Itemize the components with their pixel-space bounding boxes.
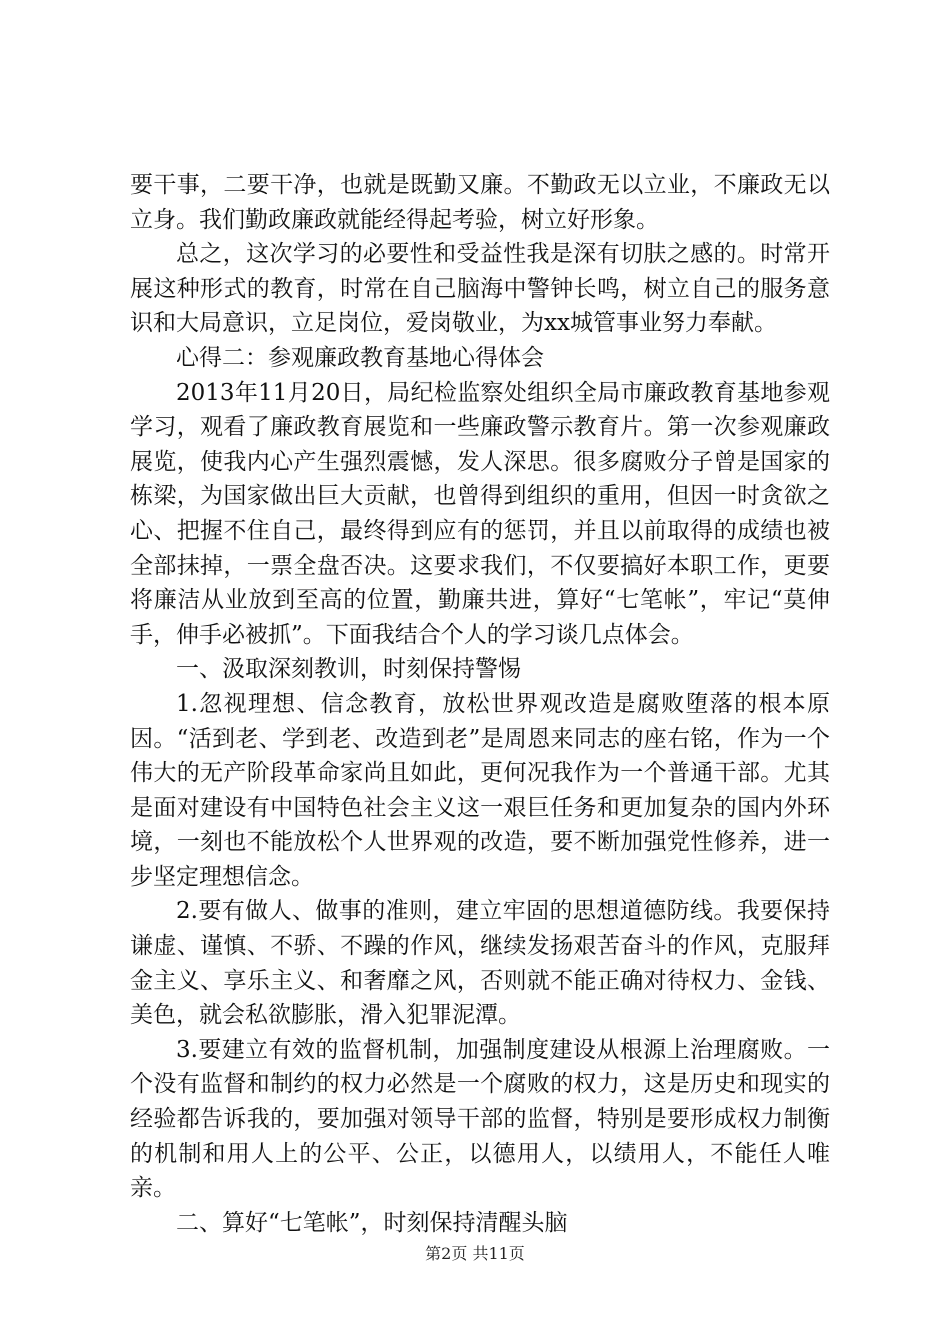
section-heading-experience-two: 心得二：参观廉政教育基地心得体会 bbox=[176, 344, 544, 371]
page-number-footer: 第2页 共11页 bbox=[425, 1244, 525, 1263]
paragraph-summary: 总之，这次学习的必要性和受益性我是深有切肤之感的。时常开展这种形式的教育，时常在自己脑海中警钟长鸣，树立自己的服务意识和大局意识，立足岗位，爱岗敬业，为xx城管事业努力奉献。 bbox=[130, 241, 830, 337]
section-heading-one: 一、汲取深刻教训，时刻保持警惕 bbox=[176, 656, 521, 683]
paragraph-continuation: 要干事，二要干净，也就是既勤又廉。不勤政无以立业，不廉政无以立身。我们勤政廉政就能经得起考验，树立好形象。 bbox=[130, 172, 830, 233]
section-heading-two: 二、算好“七笔帐”，时刻保持清醒头脑 bbox=[176, 1209, 568, 1236]
document-body bbox=[130, 168, 830, 1240]
paragraph-visit-intro: 2013年11月20日，局纪检监察处组织全局市廉政教育基地参观学习，观看了廉政教育展览和一些廉政警示教育片。第一次参观廉政展览，使我内心产生强烈震憾，发人深思。很多腐败分子曾是国家的栋梁，为国家做出巨大贡献，也曾得到组织的重用，但因一时贪欲之心、把握不住自己，最终得到应有的惩罚，并且以前取得的成绩也被全部抹掉，一票全盘否决。这要求我们，不仅要搞好本职工作，更要将廉洁从业放到至高的位置，勤廉共进，算好“七笔帐”，牢记“莫伸手，伸手必被抓”。下面我结合个人的学习谈几点体会。 bbox=[130, 379, 830, 648]
paragraph-point-1: 1.忽视理想、信念教育，放松世界观改造是腐败堕落的根本原因。“活到老、学到老、改造到老”是周恩来同志的座右铭，作为一个伟大的无产阶段革命家尚且如此，更何况我作为一个普通干部。尤其是面对建设有中国特色社会主义这一艰巨任务和更加复杂的国内外环境，一刻也不能放松个人世界观的改造，要不断加强党性修养，进一步坚定理想信念。 bbox=[130, 690, 830, 890]
paragraph-point-2: 2.要有做人、做事的准则，建立牢固的思想道德防线。我要保持谦虚、谨慎、不骄、不躁的作风，继续发扬艰苦奋斗的作风，克服拜金主义、享乐主义、和奢靡之风，否则就不能正确对待权力、金钱、美色，就会私欲膨胀，滑入犯罪泥潭。 bbox=[130, 898, 830, 1029]
paragraph-point-3: 3.要建立有效的监督机制，加强制度建设从根源上治理腐败。一个没有监督和制约的权力必然是一个腐败的权力，这是历史和现实的经验都告诉我的，要加强对领导干部的监督，特别是要形成权力制衡的机制和用人上的公平、公正，以德用人，以绩用人，不能任人唯亲。 bbox=[130, 1036, 830, 1202]
